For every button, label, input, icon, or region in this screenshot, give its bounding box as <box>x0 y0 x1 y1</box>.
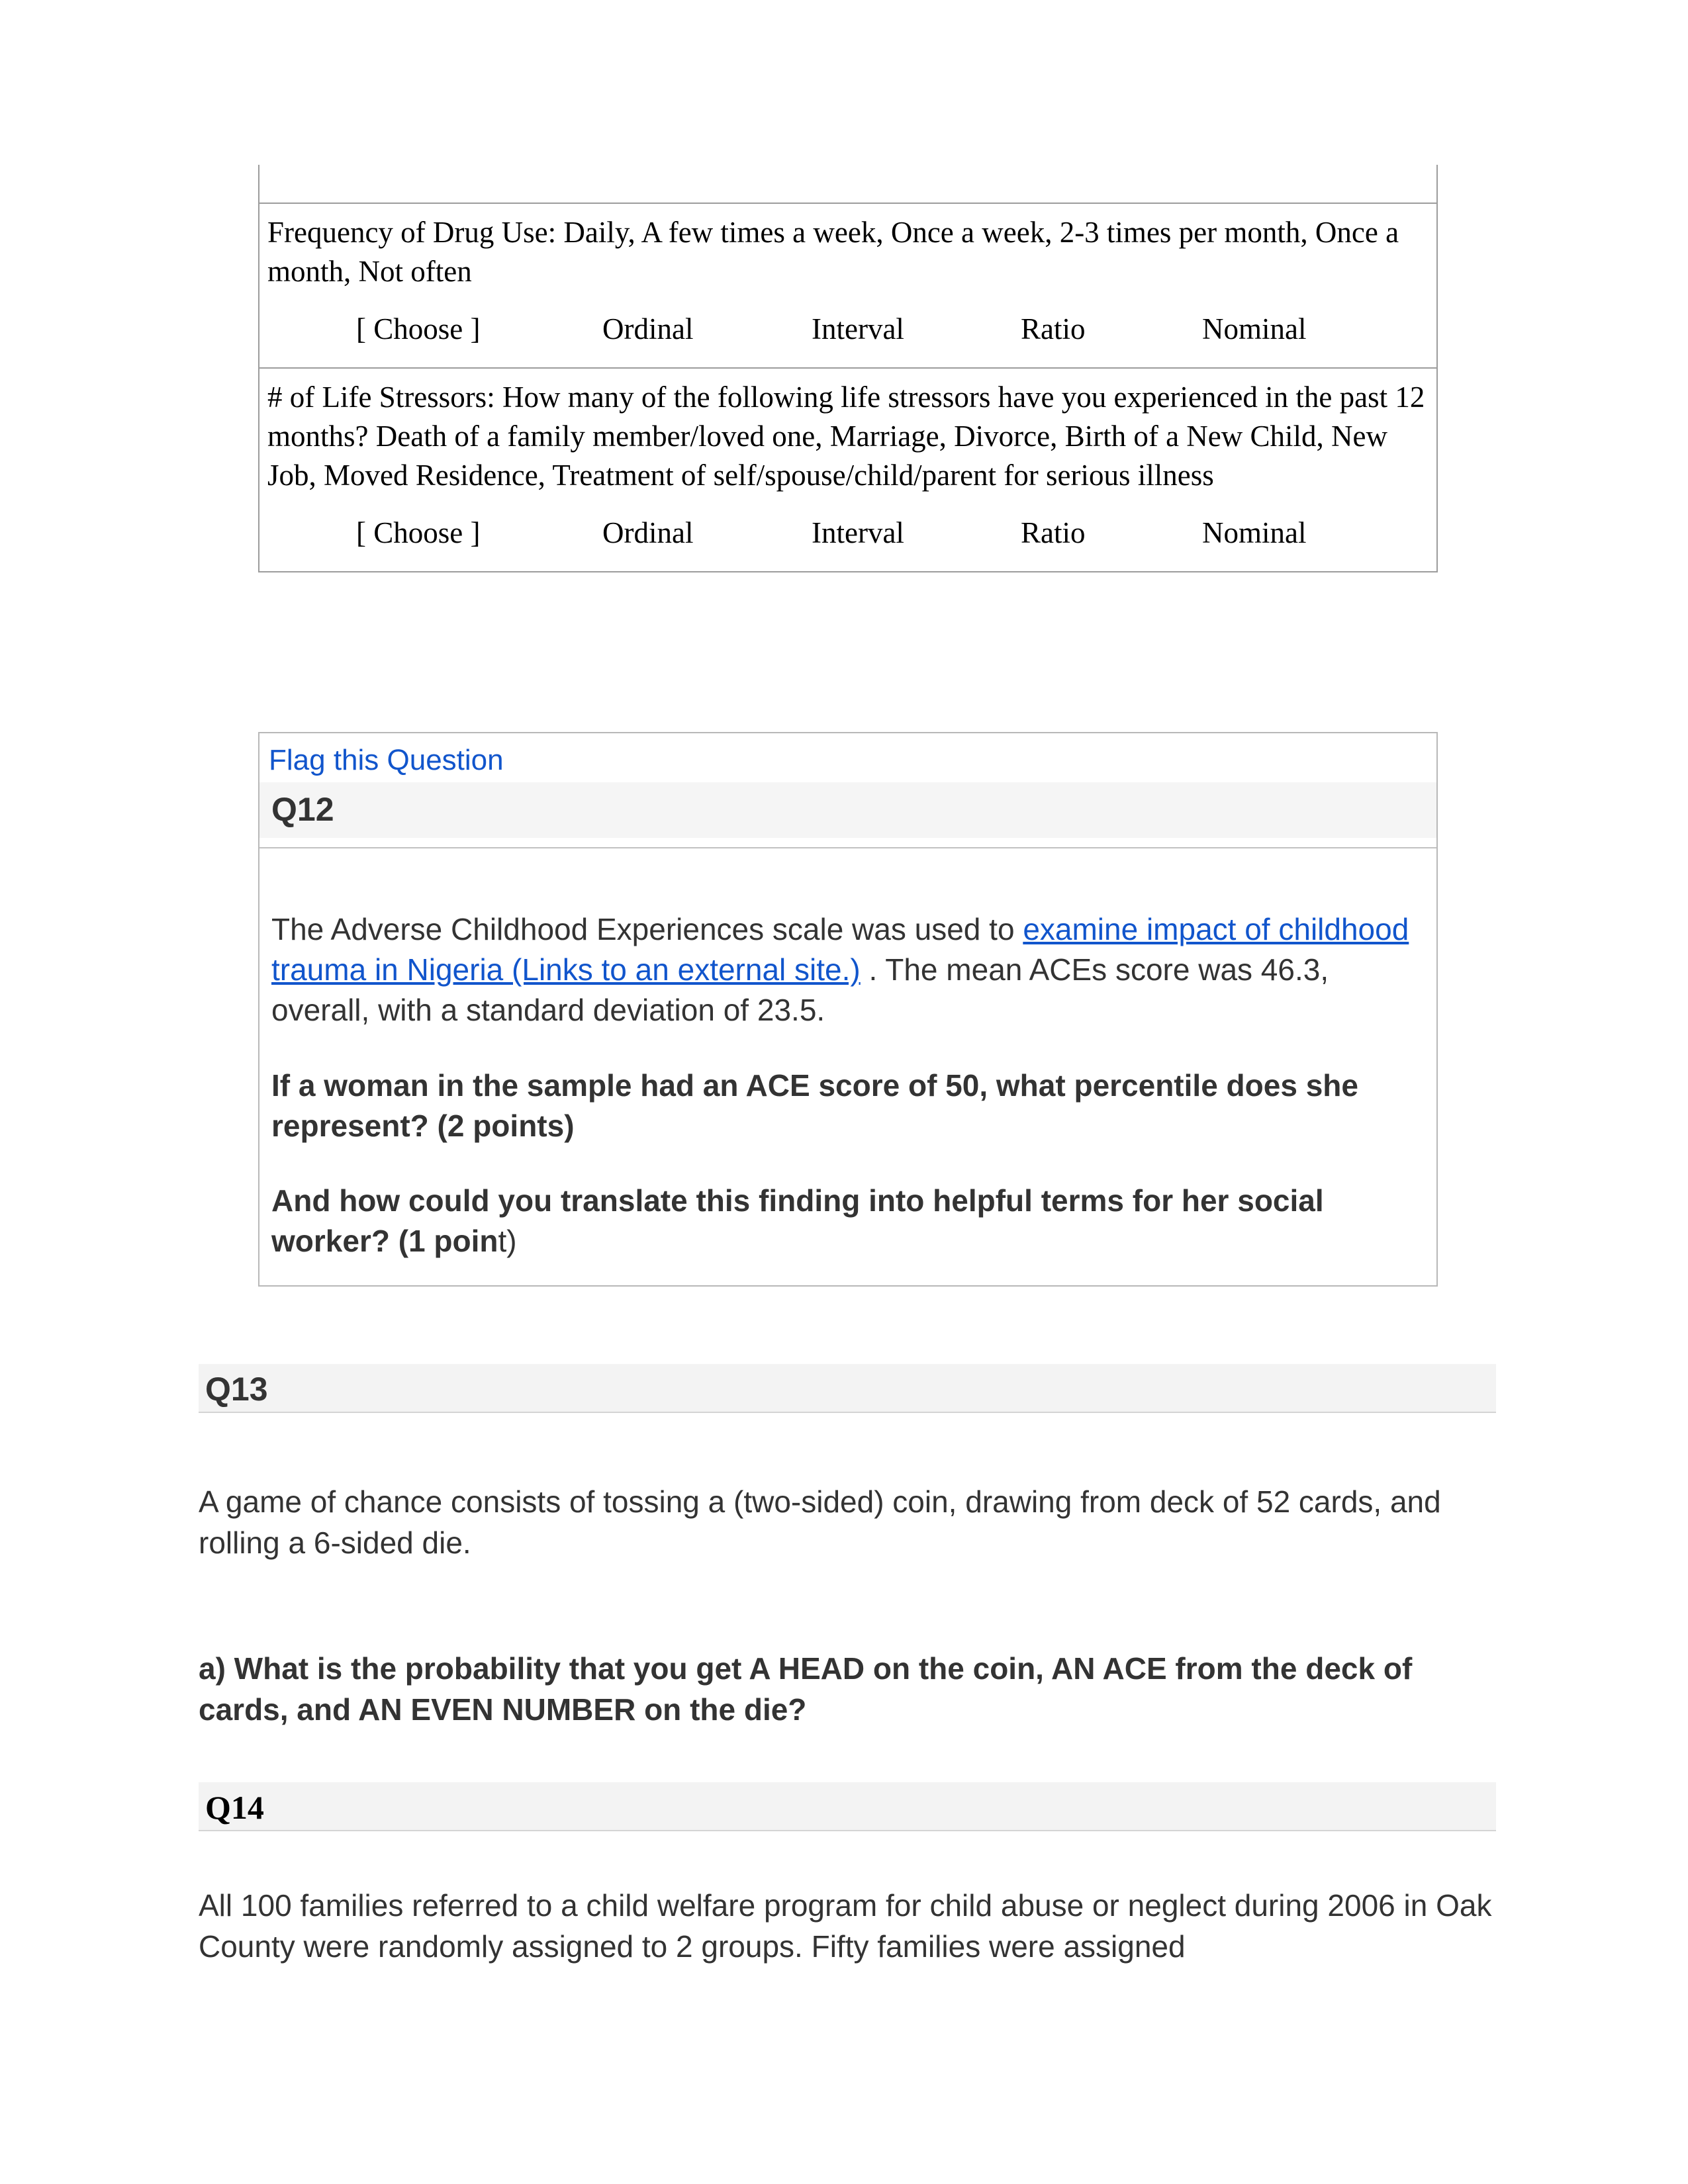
question-14-label: Q14 <box>205 1789 264 1826</box>
choose-dropdown[interactable]: [ Choose ] <box>356 516 481 549</box>
question-13-title-bar <box>199 1364 1496 1413</box>
q12-text-after-link: . The mean ACEs score was 46.3, overall, with a standard deviation of 23.5. <box>271 952 1329 1028</box>
matching-table <box>258 165 1438 572</box>
table-row-drug-use <box>258 203 1438 369</box>
question-12-title-bar <box>259 782 1436 838</box>
q12-paragraph-3 <box>271 1181 1429 1261</box>
table-partial-row <box>258 165 1438 203</box>
q14-paragraph-1: All 100 families referred to a child welfare program for child abuse or neglect during 2006 in Oak County were randomly assigned to 2 groups. Fifty families were assigned <box>199 1888 1492 1964</box>
q12-paragraph-3-regular: t) <box>498 1224 517 1259</box>
choose-dropdown[interactable]: [ Choose ] <box>356 312 481 345</box>
question-12-body <box>259 848 1436 1285</box>
matching-options <box>267 310 1429 349</box>
table-row-life-stressors <box>258 367 1438 572</box>
option-interval: Interval <box>812 516 904 549</box>
q12-paragraph-3-bold: And how could you translate this finding into helpful terms for her social worker? (1 poin <box>271 1183 1324 1259</box>
question-12-header <box>259 733 1436 848</box>
matching-prompt: # of Life Stressors: How many of the following life stressors have you experienced in the past 12 months? Death of a family member/loved one, Marriage, Divorce, Birth of a New Child, New Job, Moved Residence, Treatment of self/spouse/child/parent for serious illness <box>267 380 1425 492</box>
flag-question-link[interactable]: Flag this Question <box>269 744 504 776</box>
option-ordinal: Ordinal <box>602 516 694 549</box>
q12-paragraph-1 <box>271 909 1429 1031</box>
option-ratio: Ratio <box>1021 312 1086 345</box>
matching-prompt: Frequency of Drug Use: Daily, A few times a week, Once a week, 2-3 times per month, Once a month, Not often <box>267 216 1399 288</box>
option-nominal: Nominal <box>1202 312 1307 345</box>
question-12-label: Q12 <box>271 791 334 828</box>
external-article-link[interactable]: examine impact of childhood trauma in Nigeria (Links to an external site.) <box>271 912 1409 987</box>
q12-paragraph-2: If a woman in the sample had an ACE score of 50, what percentile does she represent? (2 points) <box>271 1068 1358 1143</box>
option-nominal: Nominal <box>1202 516 1307 549</box>
option-interval: Interval <box>812 312 904 345</box>
option-ratio: Ratio <box>1021 516 1086 549</box>
q12-text-before-link: The Adverse Childhood Experiences scale was used to <box>271 912 1023 946</box>
q13-paragraph-1: A game of chance consists of tossing a (two-sided) coin, drawing from deck of 52 cards, and rolling a 6-sided die. <box>199 1484 1441 1561</box>
q13-paragraph-2: a) What is the probability that you get A HEAD on the coin, AN ACE from the deck of cards, and AN EVEN NUMBER on the die? <box>199 1651 1413 1727</box>
option-ordinal: Ordinal <box>602 312 694 345</box>
question-12-box <box>258 732 1438 1287</box>
question-14-title-bar <box>199 1782 1496 1831</box>
matching-options <box>267 514 1429 553</box>
question-13-label: Q13 <box>205 1371 268 1408</box>
